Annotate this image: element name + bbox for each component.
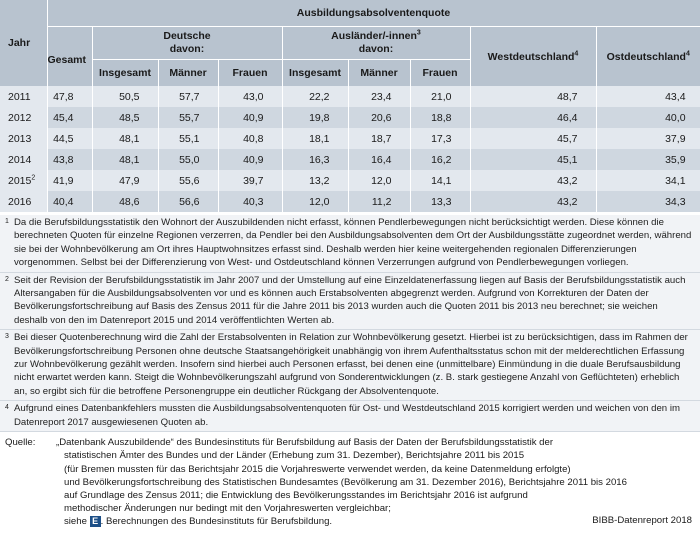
header-year: Jahr — [0, 0, 47, 86]
cell-ost: 37,9 — [596, 128, 700, 149]
table-row — [0, 170, 700, 191]
header-title: Ausbildungsabsolventenquote — [47, 0, 700, 27]
data-table — [0, 0, 700, 212]
cell-d-insgesamt: 48,1 — [92, 149, 158, 170]
ost-sup: 4 — [685, 50, 690, 57]
footnote — [0, 215, 700, 273]
cell-d-maenner: 55,1 — [158, 128, 218, 149]
cell-west: 46,4 — [470, 107, 596, 128]
west-label: Westdeutschland — [487, 50, 575, 63]
header-d-frauen: Frauen — [218, 60, 282, 87]
cell-ost: 35,9 — [596, 149, 700, 170]
source-line: und Bevölkerungsfortschreibung des Statistischen Bundesamtes (Bevölkerung am 31. Dezember 2016), Berichtsjahre 2011 bis 2016 — [64, 476, 627, 488]
cell-west: 43,2 — [470, 191, 596, 212]
source-line: auf Grundlage des Zensus 2011; die Entwicklung des Bevölkerungsstandes im Berichtsjahr 2016 ist aufgrund — [64, 489, 528, 501]
cell-d-maenner: 55,6 — [158, 170, 218, 191]
cell-d-frauen: 43,0 — [218, 86, 282, 107]
cell-a-maenner: 23,4 — [348, 86, 410, 107]
source-line: methodischer Änderungen nur bedingt mit den Vorjahreswerten vergleichbar; — [64, 503, 391, 515]
cell-d-insgesamt: 48,5 — [92, 107, 158, 128]
cell-a-maenner: 11,2 — [348, 191, 410, 212]
siehe-text: siehe — [64, 516, 87, 528]
cell-a-frauen: 17,3 — [410, 128, 470, 149]
year-value: 2015 — [8, 174, 32, 187]
cell-d-maenner: 56,6 — [158, 191, 218, 212]
footnote-text: Aufgrund eines Datenbankfehlers mussten die Ausbildungsabsolventenquoten für Ost- und Westdeutschland 2015 korrigiert werden und weichen von den im Datenreport 2017 ausgewiesenen Quoten ab. — [14, 403, 680, 428]
footnote-number: 1 — [5, 218, 9, 225]
cell-a-maenner: 20,6 — [348, 107, 410, 128]
cell-a-insgesamt: 13,2 — [282, 170, 348, 191]
deutsche-label: Deutsche — [163, 30, 211, 42]
source-line: „Datenbank Auszubildende“ des Bundesinstituts für Berufsbildung auf Basis der Daten der Berufsbildungsstatistik der — [56, 437, 554, 449]
cell-d-frauen: 40,9 — [218, 107, 282, 128]
table-row — [0, 86, 700, 107]
cell-a-frauen: 21,0 — [410, 86, 470, 107]
cell-year — [0, 170, 47, 191]
cell-ost: 34,1 — [596, 170, 700, 191]
cell-a-frauen: 18,8 — [410, 107, 470, 128]
cell-d-frauen: 40,3 — [218, 191, 282, 212]
cell-year: 2011 — [0, 86, 47, 107]
cell-a-maenner: 12,0 — [348, 170, 410, 191]
cell-a-insgesamt: 12,0 — [282, 191, 348, 212]
cell-ost: 40,0 — [596, 107, 700, 128]
year-sup: 2 — [31, 174, 36, 181]
cell-a-insgesamt: 19,8 — [282, 107, 348, 128]
table-row — [0, 107, 700, 128]
source-line: statistischen Ämter des Bundes und der Länder (Erhebung zum 31. Dezember), Berichtsjahre 2011 bis 2015 — [64, 450, 525, 462]
footnote — [0, 273, 700, 331]
cell-a-insgesamt: 18,1 — [282, 128, 348, 149]
source-line: (für Bremen mussten für das Berichtsjahr 2015 die Vorjahreswerte verwendet werden, da keine Datenmeldung erfolgte) — [64, 463, 571, 475]
cell-d-maenner: 55,7 — [158, 107, 218, 128]
header-west — [470, 27, 596, 87]
report-credit: BIBB-Datenreport 2018 — [592, 515, 692, 527]
cell-gesamt: 45,4 — [47, 107, 92, 128]
auslaender-sub: davon: — [358, 43, 394, 55]
cell-west: 48,7 — [470, 86, 596, 107]
footnote-text: Seit der Revision der Berufsbildungsstatistik im Jahr 2007 und der Umstellung auf eine Einzeldatenerfassung liegen auf Basis der Berufsbildungsstatistik auch Altersangaben für die Ausbildungsabsolventen vor und es können auch Erstabsolventen abgegrenzt werden. Aufgrund von Korrekturen der Daten der Bevölkerungsfortschreibung auf Basis des Zensus 2011 für die Jahre 2011 bis 2013 wurden auch die Quoten 2011 bis 2013 neu berechnet; sie weichen deshalb von den im Datenreport 2015 und 2014 veröffentlichten Werten ab. — [14, 274, 686, 326]
footnotes — [0, 215, 700, 432]
cell-gesamt: 44,5 — [47, 128, 92, 149]
footnote-number: 2 — [5, 275, 9, 283]
cell-west: 45,7 — [470, 128, 596, 149]
header-d-insgesamt: Insgesamt — [92, 60, 158, 87]
cell-year: 2013 — [0, 128, 47, 149]
header-auslaender — [282, 27, 470, 60]
cell-d-insgesamt: 48,6 — [92, 191, 158, 212]
cell-d-insgesamt: 50,5 — [92, 86, 158, 107]
cell-gesamt: 40,4 — [47, 191, 92, 212]
cell-gesamt: 43,8 — [47, 149, 92, 170]
deutsche-sub: davon: — [169, 43, 205, 55]
cell-west: 43,2 — [470, 170, 596, 191]
auslaender-label: Ausländer/-innen — [331, 30, 417, 42]
cell-a-frauen: 13,3 — [410, 191, 470, 212]
ost-label: Ostdeutschland — [606, 50, 686, 63]
auslaender-sup: 3 — [416, 29, 421, 37]
e-glossary-icon[interactable]: E — [90, 516, 101, 527]
header-a-insgesamt: Insgesamt — [282, 60, 348, 87]
cell-gesamt: 47,8 — [47, 86, 92, 107]
footnote-text: Bei dieser Quotenberechnung wird die Zahl der Erstabsolventen in Relation zur Wohnbevölkerung gesetzt. Hierbei ist zu berücksichtigen, dass im Rahmen der Bevölkerungsfortschreibung Personen ohne deutsche Staatsangehörigkeit unabhängig von ihrem Aufenthaltsstatus schon mit der melderechtlichen Erfassung zur Wohnbevölkerung gezählt werden. Insofern sind hierbei auch Personen erfasst, bei denen eine (unmittelbare) Einmündung in die duale Berufsausbildung nicht erwartet werden kann. Steigt die Wohnbevölkerungszahl aufgrund von Sonderentwicklungen (z. B. stark gestiegene Anzahl von Geflüchteten) erheblich an, so ergibt sich für die betroffene Personengruppe ein deutlicher Rückgang der Absolventenquote. — [14, 332, 688, 397]
cell-gesamt: 41,9 — [47, 170, 92, 191]
cell-d-maenner: 55,0 — [158, 149, 218, 170]
table-row — [0, 191, 700, 212]
cell-d-insgesamt: 48,1 — [92, 128, 158, 149]
source-block — [0, 432, 700, 530]
table-row — [0, 149, 700, 170]
header-deutsche — [92, 27, 282, 60]
cell-a-maenner: 16,4 — [348, 149, 410, 170]
cell-year: 2016 — [0, 191, 47, 212]
cell-a-frauen: 16,2 — [410, 149, 470, 170]
header-ost — [596, 27, 700, 87]
header-a-maenner: Männer — [348, 60, 410, 87]
cell-a-maenner: 18,7 — [348, 128, 410, 149]
cell-d-insgesamt: 47,9 — [92, 170, 158, 191]
footnote-number: 4 — [5, 404, 9, 412]
footnote-text: Da die Berufsbildungsstatistik den Wohnort der Auszubildenden nicht erfasst, können Pendlerbewegungen nicht berücksichtigt werden. Diese können die berechneten Quoten für einzelne Regionen verzerren, da Pendler bei den Ausbildungsabsolventen dem Ort der Ausbildungsstätte zugeordnet werden, während sie bei der Wohnbevölkerung am Ort ihres Hauptwohnsitzes erfasst sind. Deshalb werden hier keine weitergehenden regionalen Differenzierungen vorgenommen. Selbst bei der Differenzierung von West- und Ostdeutschland können Verzerrungen aufgrund von Pendlerbewegungen vorliegen. — [14, 217, 692, 269]
cell-a-frauen: 14,1 — [410, 170, 470, 191]
cell-d-frauen: 40,9 — [218, 149, 282, 170]
footnote-number: 3 — [5, 333, 9, 341]
header-d-maenner: Männer — [158, 60, 218, 87]
footnote — [0, 330, 700, 401]
west-sup: 4 — [574, 50, 579, 57]
cell-d-frauen: 39,7 — [218, 170, 282, 191]
cell-d-frauen: 40,8 — [218, 128, 282, 149]
cell-a-insgesamt: 16,3 — [282, 149, 348, 170]
cell-ost: 34,3 — [596, 191, 700, 212]
cell-a-insgesamt: 22,2 — [282, 86, 348, 107]
cell-west: 45,1 — [470, 149, 596, 170]
header-gesamt: Gesamt — [47, 27, 92, 87]
cell-d-maenner: 57,7 — [158, 86, 218, 107]
cell-ost: 43,4 — [596, 86, 700, 107]
table-row — [0, 128, 700, 149]
source-tail: . Berechnungen des Bundesinstituts für Berufsbildung. — [100, 516, 333, 528]
cell-year: 2014 — [0, 149, 47, 170]
source-label: Quelle: — [5, 437, 36, 449]
cell-year: 2012 — [0, 107, 47, 128]
footnote — [0, 401, 700, 432]
header-a-frauen: Frauen — [410, 60, 470, 87]
